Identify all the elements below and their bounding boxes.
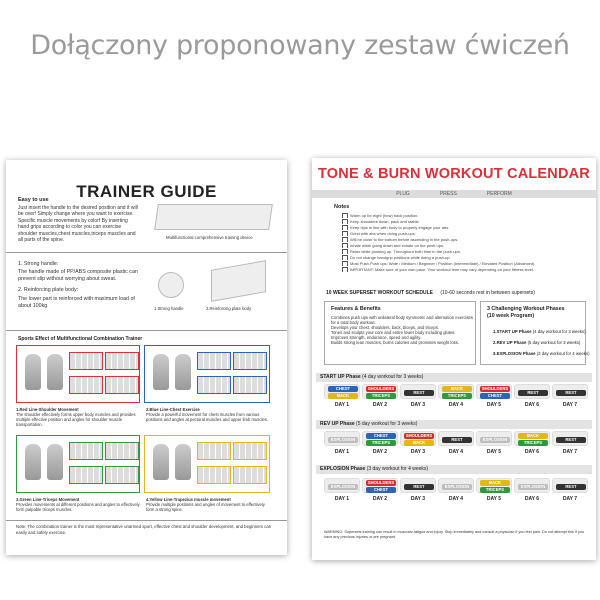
day-cell (476, 478, 512, 493)
note-item: Relax while pushing up. Throughout both time in the push-ups. (342, 249, 502, 254)
board-diagram (69, 466, 103, 484)
startup-days-row (312, 384, 596, 420)
body-figure (47, 444, 63, 480)
feature-item: Develops your chest, shoulders, back, biceps, and triceps. (331, 325, 439, 330)
board-diagram (197, 442, 231, 460)
body-figure (175, 354, 191, 390)
guide-footer: Note: The combination trainer is the most representative unarmed sport, effective chest and shoulder development, and beginners can easily and safely exercise. (16, 524, 272, 535)
handle-illustration (158, 272, 184, 298)
workout-tag: EXPLOSION (518, 484, 548, 490)
workout-tag: REST (442, 437, 472, 443)
phase-name: 3.EXPLOSION Phase (493, 351, 536, 356)
calendar-nav (312, 190, 596, 198)
day-cell (362, 431, 398, 446)
workout-tag: CHEST (328, 386, 358, 392)
q1-title: 1.Red Line-Shoulder Movement (16, 407, 79, 412)
workout-tag: EXPLOSION (328, 484, 358, 490)
phases-sub: (10 week Program) (487, 313, 535, 319)
day-label: DAY 6 (524, 496, 540, 502)
phase-name: 2.REV UP Phase (493, 340, 527, 345)
nav-plug: PLUG (396, 191, 410, 197)
note-item: Warm up for eight (how) back position. (342, 213, 502, 218)
day-label: DAY 5 (486, 496, 502, 502)
day-label: DAY 4 (448, 496, 464, 502)
board-diagram (197, 352, 231, 370)
note-item: Inhale while going down and exhale on the push ups. (342, 243, 502, 248)
calendar-warning: WARNING: Supersets training can result in muscular fatigue and injury. Stop immediately and consult a physician if you feel pain. Do not attempt this if you have any previous injuries or are pregnant. (324, 530, 585, 539)
easy-text: Just insert the handle to the desired position and it will be over! Simply change where you want to exercise. Specific muscle movements by colorf By inserting hand grips according to color you can exercise shoulder muscles,chest muscles,triceps muscles and all parts of the spine. (18, 205, 138, 244)
feature-item: Improves strength, endurance, speed and agility. (331, 335, 422, 340)
body-figure (47, 354, 63, 390)
note-item: Grind with abs when doing push-ups. (342, 231, 502, 236)
phases-heading: 3 Challenging Workout Phases (487, 306, 565, 312)
day-cell (514, 384, 550, 399)
phase-label: START UP Phase (320, 374, 361, 380)
explosion-phase-bar (316, 465, 592, 474)
effect-heading: Sports Effect of Multifunctional Combination Trainer (18, 336, 143, 342)
day-cell (438, 431, 474, 446)
workout-tag: TRICEPS (480, 487, 510, 493)
board-diagram (105, 442, 139, 460)
caption-plate: 2.Reinforcing plate body (206, 306, 252, 311)
day-cell (438, 384, 474, 399)
workout-tag: REST (404, 390, 434, 396)
phase-label: EXPLOSION Phase (320, 466, 366, 472)
day-cell (552, 384, 588, 399)
note-item: Will be close to the bottom before ascending in the push-ups. (342, 237, 502, 242)
day-cell (514, 478, 550, 493)
strong-text: The handle made of PP/ABS composite plastic can prevent slip without worrying about sweat. (18, 269, 138, 283)
day-label: DAY 4 (448, 449, 464, 455)
day-cell (362, 384, 398, 399)
day-label: DAY 1 (334, 449, 350, 455)
day-cell (476, 431, 512, 446)
board-diagram (105, 352, 139, 370)
q4-text: Provide multiple positions and angles of movement to effectively form a strong spine. (146, 502, 265, 512)
workout-tag: TRICEPS (442, 393, 472, 399)
workout-tag: SHOULDERS (367, 386, 395, 391)
workout-tag: CHEST (366, 433, 396, 439)
schedule-sub: (10-60 seconds rest in between supersets) (440, 290, 535, 296)
board-diagram (233, 466, 267, 484)
day-label: DAY 5 (486, 402, 502, 408)
note-item: Keep shoulders down, pack and stable. (342, 219, 502, 224)
day-label: DAY 4 (448, 402, 464, 408)
day-cell (476, 384, 512, 399)
day-cell (324, 478, 360, 493)
day-label: DAY 3 (410, 496, 426, 502)
board-diagram (69, 352, 103, 370)
day-cell (400, 478, 436, 493)
day-label: DAY 3 (410, 449, 426, 455)
quadrant-chest (144, 345, 270, 403)
board-diagram (69, 442, 103, 460)
q4-title: 4.Yellow Line-Trapezius muscle movement (146, 497, 231, 502)
workout-tag: SHOULDERS (405, 433, 433, 438)
quadrant-triceps (16, 435, 140, 493)
board-diagram (105, 466, 139, 484)
workout-tag: BACK (404, 440, 434, 446)
plate-illustration (211, 260, 266, 302)
device-caption: Multifunctional comprehensive training device (166, 235, 253, 240)
body-figure (153, 354, 169, 390)
workout-tag: REST (556, 484, 586, 490)
plate-heading: 2. Reinforcing plate body: (18, 287, 79, 294)
board-diagram (105, 376, 139, 394)
workout-tag: BACK (328, 393, 358, 399)
strong-heading: 1. Strong handle: (18, 261, 59, 267)
day-label: DAY 7 (562, 449, 578, 455)
workout-tag: BACK (480, 480, 510, 486)
quadrant-shoulder (16, 345, 140, 403)
revup-phase-bar (316, 420, 592, 429)
body-figure (25, 444, 41, 480)
startup-phase-bar (316, 373, 592, 382)
board-diagram (233, 352, 267, 370)
board-diagram (197, 466, 231, 484)
workout-calendar-sheet (312, 158, 596, 560)
workout-tag: CHEST (480, 393, 510, 399)
body-figure (25, 354, 41, 390)
workout-tag: REST (556, 437, 586, 443)
calendar-title: TONE & BURN WORKOUT CALENDAR (318, 166, 590, 182)
schedule-heading (326, 290, 535, 296)
caption-handle: 1.Strong handle (154, 306, 184, 311)
workout-tag: EXPLOSION (328, 437, 358, 443)
easy-heading: Easy to use (18, 197, 49, 203)
explosion-days-row (312, 478, 596, 514)
trainer-guide-title: TRAINER GUIDE (76, 182, 217, 201)
q3-text: Provides movements at different positions and angles to effectively form palpable triceps muscles. (16, 502, 140, 512)
day-label: DAY 1 (334, 402, 350, 408)
schedule-title: 10 WEEK SUPERSET WORKOUT SCHEDULE (326, 290, 433, 296)
note-item: Keep hips in line with body to properly engage your abs. (342, 225, 502, 230)
workout-tag: TRICEPS (366, 393, 396, 399)
workout-tag: REST (556, 390, 586, 396)
workout-tag: TRICEPS (366, 440, 396, 446)
day-cell (514, 431, 550, 446)
day-cell (552, 431, 588, 446)
day-label: DAY 7 (562, 402, 578, 408)
note-item: IMPORTANT: Make sure of your own pace. Your workout time may vary depending on your fitness level. (342, 267, 572, 272)
trainer-guide-sheet (6, 160, 287, 555)
board-diagram (233, 376, 267, 394)
day-cell (362, 478, 398, 493)
features-box (324, 301, 476, 365)
note-item: Do not change handgrip positions while doing a push-up. (342, 255, 502, 260)
feature-item: Builds strong lean muscles, burns calories and promotes weight loss. (331, 340, 460, 345)
phase-label: REV UP Phase (320, 421, 355, 427)
revup-days-row (312, 431, 596, 467)
day-label: DAY 2 (372, 402, 388, 408)
workout-tag: CHEST (366, 487, 396, 493)
quadrant-trapezius (144, 435, 270, 493)
workout-tag: SHOULDERS (481, 386, 509, 391)
notes-heading: Notes (334, 204, 350, 210)
day-cell (324, 384, 360, 399)
phases-box (480, 301, 590, 365)
q3-title: 3.Green Line-Triceps Movement (16, 497, 80, 502)
workout-tag: SHOULDERS (367, 480, 395, 485)
feature-item: Combines push ups with unilateral body symmetric and alternation exercises for a total body workout. (331, 315, 473, 325)
day-cell (438, 478, 474, 493)
body-figure (175, 444, 191, 480)
workout-tag: BACK (442, 386, 472, 392)
day-label: DAY 6 (524, 449, 540, 455)
q2-text: Provide a powerful movement for chest muscles from various positions and angles at pectoral muscles and upper limb muscles. (146, 412, 268, 422)
day-label: DAY 2 (372, 449, 388, 455)
day-cell (400, 384, 436, 399)
day-label: DAY 3 (410, 402, 426, 408)
body-figure (153, 444, 169, 480)
day-label: DAY 1 (334, 496, 350, 502)
phase-detail: (5 day workout for 3 weeks) (356, 421, 418, 427)
workout-tag: EXPLOSION (442, 484, 472, 490)
features-heading: Features & Benefits (331, 306, 381, 312)
plate-text: The lower part is reinforced with maximum load of about 100kg. (18, 295, 135, 309)
phase-detail: (4 day workout for 3 weeks) (362, 374, 424, 380)
nav-perform: PERFORM (486, 191, 512, 197)
day-cell (552, 478, 588, 493)
day-label: DAY 6 (524, 402, 540, 408)
day-cell (324, 431, 360, 446)
workout-tag: REST (404, 484, 434, 490)
day-cell (400, 431, 436, 446)
board-diagram (197, 376, 231, 394)
q1-text: The shoulder effectively forms upper body muscles and provides multiple effective position and angles for shoulder muscle transportation. (16, 412, 136, 427)
workout-tag: TRICEPS (518, 440, 548, 446)
workout-tag: EXPLOSION (480, 437, 510, 443)
phase-detail: (3 day workout for 4 weeks) (366, 466, 429, 472)
note-item: Most Push Push ups: Wide / Medium / Beginner / Position (Intermediate) / Elevated Position (Advanced). (342, 261, 562, 266)
phase-name: 1.START UP Phase (493, 329, 532, 334)
day-label: DAY 7 (562, 496, 578, 502)
phase-detail: (4 day workout for 3 weeks) (532, 329, 586, 334)
device-illustration (154, 204, 273, 230)
board-diagram (233, 442, 267, 460)
workout-tag: REST (518, 390, 548, 396)
page-title: Dołączony proponowany zestaw ćwiczeń (30, 30, 570, 61)
feature-item: Tones and sculpts your core and entire lower body including glutes. (331, 330, 456, 335)
day-label: DAY 5 (486, 449, 502, 455)
phase-detail: (5 day workout for 3 weeks) (527, 340, 581, 345)
phase-detail: (3 day workout for 4 weeks) (536, 351, 590, 356)
workout-tag: BACK (518, 433, 548, 439)
day-label: DAY 2 (372, 496, 388, 502)
q2-title: 2.Blue Line-Chest Exercise (146, 407, 200, 412)
board-diagram (69, 376, 103, 394)
nav-press: PRESS (439, 191, 457, 197)
